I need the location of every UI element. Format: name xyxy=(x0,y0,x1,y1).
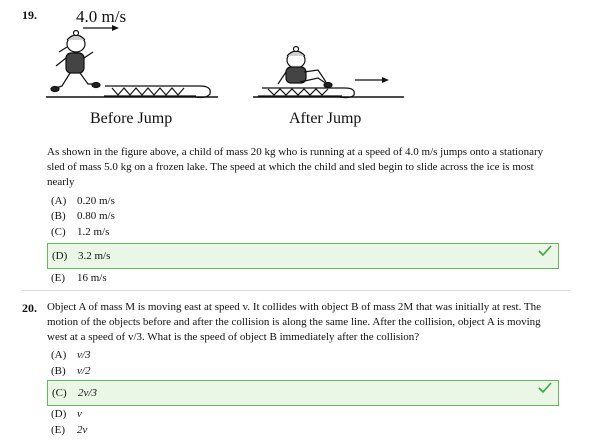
option-text: 2v xyxy=(77,424,88,436)
q20-option-e[interactable] xyxy=(51,420,551,440)
sled-before xyxy=(104,86,210,98)
option-letter: (A) xyxy=(51,349,67,361)
option-text: 1.2 m/s xyxy=(77,226,110,238)
velocity-arrow-before xyxy=(83,25,119,31)
option-text: 0.80 m/s xyxy=(77,210,115,222)
option-text: v/2 xyxy=(77,365,91,377)
question-19-text xyxy=(47,145,557,190)
option-text: 0.20 m/s xyxy=(77,195,115,207)
option-letter: (C) xyxy=(52,387,67,399)
sitting-child-figure xyxy=(278,47,332,88)
question-20-text xyxy=(47,300,567,345)
figure-child-sled xyxy=(0,0,595,120)
q19-option-d-correct[interactable] xyxy=(47,243,559,269)
option-text: 3.2 m/s xyxy=(78,250,111,262)
question-20-number: 20. xyxy=(22,301,37,315)
question-19-number: 19. xyxy=(22,8,37,22)
option-letter: (B) xyxy=(51,210,66,222)
option-text: 16 m/s xyxy=(77,272,107,284)
option-letter: (E) xyxy=(51,424,66,436)
caption-after-jump: After Jump xyxy=(289,110,362,127)
checkmark-icon xyxy=(538,382,552,394)
option-text: v/3 xyxy=(77,349,91,361)
question-divider xyxy=(22,290,570,291)
q19-option-e[interactable] xyxy=(51,268,551,288)
checkmark-icon xyxy=(538,245,552,257)
running-child-figure xyxy=(51,31,100,92)
question-20-line: motion of the objects before and after the collision is along the same line. After the collision, object A is moving xyxy=(47,316,541,328)
question-19-line: sled of mass 5.0 kg on a frozen lake. The speed at which the child and sled begin to slide across the ice is most xyxy=(47,161,534,173)
option-text: 2v/3 xyxy=(78,387,97,399)
q20-option-b[interactable] xyxy=(51,361,551,381)
option-letter: (C) xyxy=(51,226,66,238)
option-text: v xyxy=(77,408,82,420)
option-letter: (D) xyxy=(51,408,67,420)
velocity-arrow-after xyxy=(355,77,389,83)
option-letter: (A) xyxy=(51,195,67,207)
question-19-line: As shown in the figure above, a child of mass 20 kg who is running at a speed of 4.0 m/s jumps onto a stationary xyxy=(47,146,544,158)
caption-before-jump: Before Jump xyxy=(90,110,173,127)
q20-option-c-correct[interactable] xyxy=(47,380,559,406)
question-20-line: Object A of mass M is moving east at speed v. It collides with object B of mass 2M that was initially at rest. The xyxy=(47,301,542,313)
option-letter: (D) xyxy=(52,250,68,262)
q19-option-c[interactable] xyxy=(51,222,551,242)
option-letter: (E) xyxy=(51,272,66,284)
sled-after xyxy=(258,88,354,98)
option-letter: (B) xyxy=(51,365,66,377)
question-20-line: west at a speed of v/3. What is the speed of object B immediately after the collision? xyxy=(47,331,420,343)
speed-label: 4.0 m/s xyxy=(76,7,127,26)
question-19-line: nearly xyxy=(47,176,75,188)
